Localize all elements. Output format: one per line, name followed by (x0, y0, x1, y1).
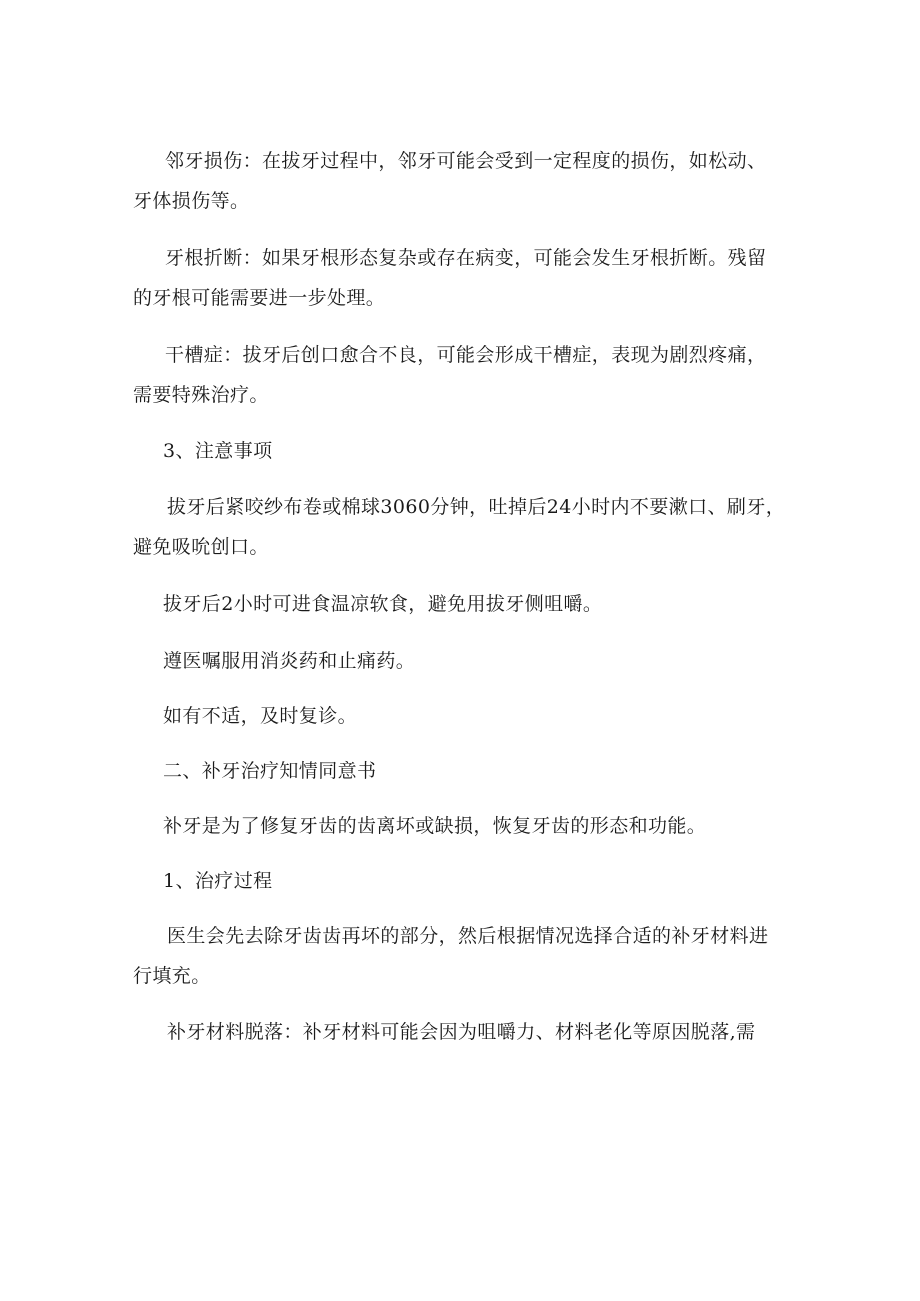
section-heading: 3、注意事项 (163, 440, 273, 462)
paragraph-line: 牙体损伤等。 (133, 190, 250, 212)
paragraph-line: 医生会先去除牙齿齿再坏的部分，然后根据情况选择合适的补牙材料进 (167, 925, 769, 947)
paragraph-line: 邻牙损伤：在拔牙过程中，邻牙可能会受到一定程度的损伤，如松动、 (165, 150, 767, 172)
section-heading: 1、治疗过程 (163, 870, 273, 892)
paragraph-line: 需要特殊治疗。 (133, 384, 269, 406)
paragraph-line: 避免吸吮创口。 (133, 536, 269, 558)
paragraph-line: 行填充。 (133, 965, 211, 987)
paragraph-line: 干槽症：拔牙后创口愈合不良，可能会形成干槽症，表现为剧烈疼痛， (165, 344, 767, 366)
paragraph-line: 拔牙后2小时可进食温凉软食，避免用拔牙侧咀嚼。 (163, 593, 603, 615)
paragraph-line: 补牙是为了修复牙齿的齿离坏或缺损，恢复牙齿的形态和功能。 (163, 815, 707, 837)
paragraph-line: 牙根折断：如果牙根形态复杂或存在病变，可能会发生牙根折断。残留 (165, 247, 767, 269)
paragraph-line: 拔牙后紧咬纱布卷或棉球3060分钟，吐掉后24小时内不要漱口、刷牙， (167, 496, 786, 518)
paragraph-line: 如有不适，及时复诊。 (163, 705, 358, 727)
paragraph-line: 遵医嘱服用消炎药和止痛药。 (163, 650, 416, 672)
section-heading: 二、补牙治疗知情同意书 (163, 760, 377, 782)
paragraph-line: 补牙材料脱落：补牙材料可能会因为咀嚼力、材料老化等原因脱落,需 (167, 1021, 756, 1043)
paragraph-line: 的牙根可能需要进一步处理。 (133, 287, 386, 309)
